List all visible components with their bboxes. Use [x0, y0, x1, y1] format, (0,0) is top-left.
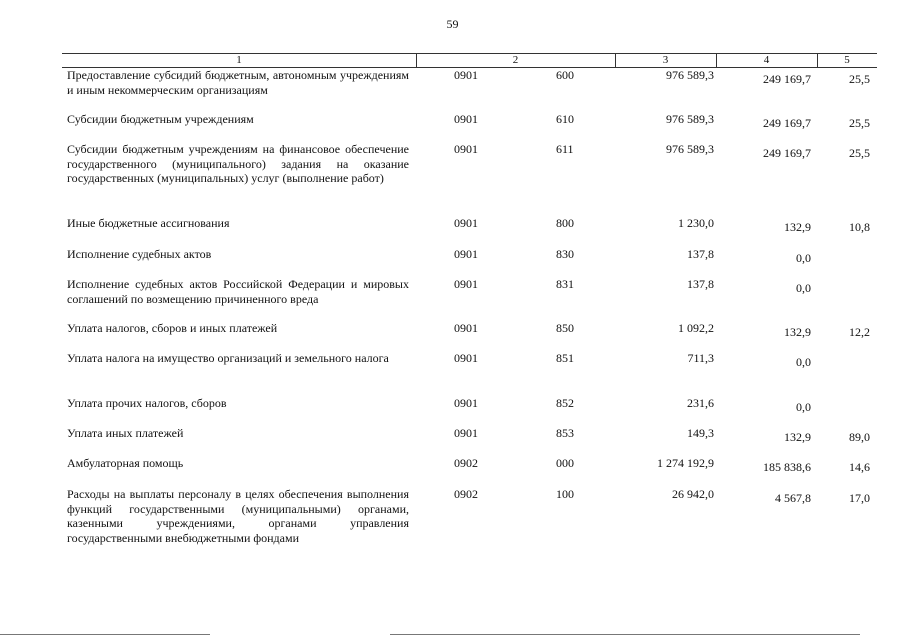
row-actual-value: 132,9 [784, 325, 811, 339]
row-actual-value: 132,9 [784, 430, 811, 444]
column-header-2: 2 [512, 54, 519, 66]
row-expense-type: 610 [556, 112, 574, 126]
row-name: Исполнение судебных актов [67, 247, 212, 261]
row-name: Исполнение судебных актов Российской Федерации и мировых соглашений по возмещению причиненного вреда [67, 277, 409, 306]
row-expense-type: 853 [556, 426, 574, 440]
row-section-code: 0901 [454, 396, 478, 410]
row-name: Амбулаторная помощь [67, 456, 184, 470]
row-section-code: 0901 [454, 247, 478, 261]
row-plan-value: 137,8 [687, 277, 714, 291]
row-plan-value: 1 230,0 [678, 216, 714, 230]
row-percent: 89,0 [849, 430, 870, 444]
row-section-code: 0901 [454, 351, 478, 365]
row-plan-value: 976 589,3 [666, 112, 714, 126]
page-number: 59 [446, 17, 459, 31]
row-section-code: 0901 [454, 426, 478, 440]
row-section-code: 0902 [454, 456, 478, 470]
row-section-code: 0901 [454, 321, 478, 335]
row-percent: 12,2 [849, 325, 870, 339]
row-expense-type: 830 [556, 247, 574, 261]
row-expense-type: 600 [556, 68, 574, 82]
row-plan-value: 976 589,3 [666, 68, 714, 82]
row-plan-value: 137,8 [687, 247, 714, 261]
row-plan-value: 711,3 [687, 351, 714, 365]
row-name: Уплата иных платежей [67, 426, 184, 440]
row-percent: 17,0 [849, 491, 870, 505]
row-plan-value: 1 092,2 [678, 321, 714, 335]
row-expense-type: 100 [556, 487, 574, 501]
row-expense-type: 831 [556, 277, 574, 291]
row-percent: 25,5 [849, 72, 870, 86]
row-actual-value: 249 169,7 [763, 116, 811, 130]
row-name: Расходы на выплаты персоналу в целях обеспечения выполнения функций государственными (муниципальными) органами, казенными учреждениями, органами управления государственными внебюджетными фондами [67, 487, 409, 545]
row-section-code: 0901 [454, 142, 478, 156]
column-header-5: 5 [844, 54, 850, 66]
row-actual-value: 249 169,7 [763, 72, 811, 86]
row-section-code: 0901 [454, 112, 478, 126]
row-section-code: 0902 [454, 487, 478, 501]
column-header-4: 4 [763, 54, 770, 66]
row-name: Уплата прочих налогов, сборов [67, 396, 227, 410]
row-percent: 25,5 [849, 116, 870, 130]
row-section-code: 0901 [454, 68, 478, 82]
row-percent: 25,5 [849, 146, 870, 160]
row-actual-value: 0,0 [796, 281, 811, 295]
row-section-code: 0901 [454, 277, 478, 291]
row-plan-value: 976 589,3 [666, 142, 714, 156]
row-expense-type: 851 [556, 351, 574, 365]
row-name: Уплата налога на имущество организаций и земельного налога [67, 351, 389, 365]
row-name: Субсидии бюджетным учреждениям [67, 112, 254, 126]
row-actual-value: 249 169,7 [763, 146, 811, 160]
row-percent: 10,8 [849, 220, 870, 234]
row-name: Уплата налогов, сборов и иных платежей [67, 321, 278, 335]
row-percent: 14,6 [849, 460, 870, 474]
row-actual-value: 0,0 [796, 355, 811, 369]
column-header-1: 1 [236, 54, 242, 66]
row-expense-type: 852 [556, 396, 574, 410]
row-name: Субсидии бюджетным учреждениям на финансовое обеспечение государственного (муниципального) задания на оказание государственных (муниципальных) услуг (выполнение работ) [67, 142, 409, 185]
row-name: Предоставление субсидий бюджетным, автономным учреждениям и иным некоммерческим организациям [67, 68, 409, 97]
row-expense-type: 000 [556, 456, 574, 470]
row-plan-value: 149,3 [687, 426, 714, 440]
row-section-code: 0901 [454, 216, 478, 230]
row-actual-value: 132,9 [784, 220, 811, 234]
row-actual-value: 0,0 [796, 400, 811, 414]
row-actual-value: 185 838,6 [763, 460, 811, 474]
row-expense-type: 850 [556, 321, 574, 335]
row-expense-type: 611 [556, 142, 574, 156]
row-name: Иные бюджетные ассигнования [67, 216, 230, 230]
row-plan-value: 231,6 [687, 396, 714, 410]
column-header-3: 3 [662, 54, 669, 66]
row-actual-value: 4 567,8 [775, 491, 811, 505]
footer-rule [0, 634, 210, 635]
row-plan-value: 26 942,0 [672, 487, 714, 501]
row-expense-type: 800 [556, 216, 574, 230]
footer-rule [390, 634, 860, 635]
row-actual-value: 0,0 [796, 251, 811, 265]
row-plan-value: 1 274 192,9 [657, 456, 714, 470]
